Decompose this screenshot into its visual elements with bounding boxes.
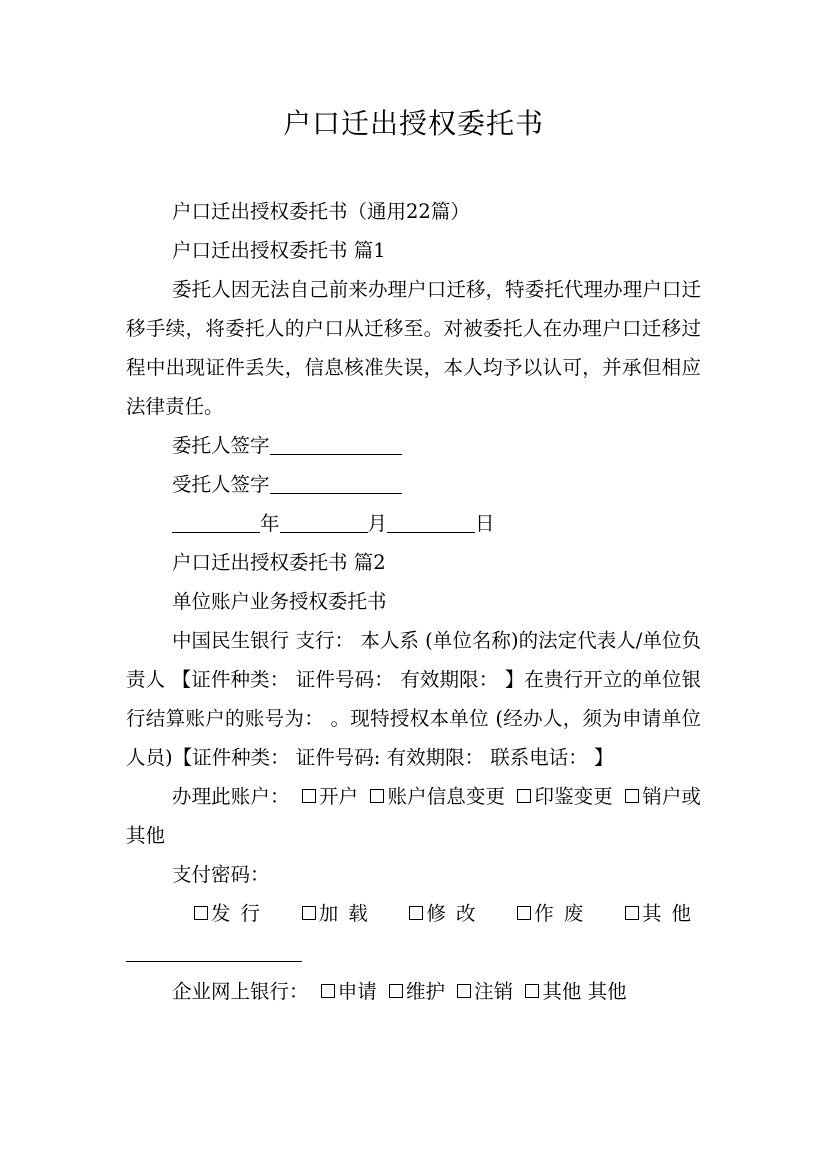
password-option-modify: 修改 <box>403 894 485 933</box>
ebank-option-cancel: 注销 <box>474 980 514 1003</box>
option-open-account: 开户 <box>318 785 359 808</box>
checkbox-ebank-other <box>525 984 539 998</box>
month-blank <box>280 510 368 533</box>
option-close-account: 销户或其他 <box>126 785 701 847</box>
password-label-line <box>126 855 701 894</box>
document-subtitle: 户口迁出授权委托书（通用22篇） <box>172 200 470 223</box>
option-seal-change: 印鉴变更 <box>534 785 613 808</box>
ebank-options-line <box>126 972 701 1011</box>
ebank-option-other: 其他 <box>542 980 582 1003</box>
part2-heading: 户口迁出授权委托书 篇2 <box>172 551 386 574</box>
checkbox-ebank-apply <box>321 984 335 998</box>
agent-sign-line <box>126 465 701 504</box>
checkbox-ebank-cancel <box>457 984 471 998</box>
agent-sign-blank <box>270 471 402 494</box>
password-label: 支付密码： <box>172 863 270 886</box>
checkbox-issue <box>194 906 208 920</box>
day-blank <box>387 510 475 533</box>
agent-sign-label: 受托人签字 <box>172 473 270 496</box>
principal-sign-line <box>126 426 701 465</box>
checkbox-modify <box>409 906 423 920</box>
checkbox-other <box>625 906 639 920</box>
date-year-label: 年 <box>260 512 280 535</box>
date-month-label: 月 <box>367 512 388 535</box>
document-title: 户口迁出授权委托书 <box>282 107 544 140</box>
part1-heading: 户口迁出授权委托书 篇1 <box>172 239 386 262</box>
password-other-blank <box>126 939 302 962</box>
date-line <box>126 504 701 543</box>
date-day-label: 日 <box>475 512 495 535</box>
part2-paragraph: 中国民生银行 支行： 本人系 (单位名称)的法定代表人/单位负责人 【证件种类： 证件号码： 有效期限： 】在贵行开立的单位银行结算账户的账号为： 。现特授权本单位 (经办人，须为申请单位人员)【证件种类： 证件号码: 有效期限： 联系电话： 】 <box>126 629 701 769</box>
checkbox-seal-change <box>517 789 531 803</box>
password-options-line <box>126 894 701 933</box>
document-body <box>126 192 701 1011</box>
part2-sub-heading: 单位账户业务授权委托书 <box>172 590 387 613</box>
account-label: 办理此账户： <box>172 785 290 808</box>
option-account-info-change: 账户信息变更 <box>387 785 506 808</box>
principal-sign-blank <box>270 432 402 455</box>
checkbox-void <box>517 906 531 920</box>
account-options-line <box>126 777 701 855</box>
checkbox-open-account <box>302 789 316 803</box>
principal-sign-label: 委托人签字 <box>172 434 270 457</box>
ebank-option-maintain: 维护 <box>405 980 445 1003</box>
checkbox-close-account <box>625 789 639 803</box>
ebank-label: 企业网上银行： <box>172 980 309 1003</box>
password-option-other: 其他 <box>619 894 701 933</box>
password-other-blank-line <box>126 933 701 972</box>
ebank-tail: 其他 <box>587 980 627 1003</box>
ebank-option-apply: 申请 <box>337 980 377 1003</box>
checkbox-ebank-maintain <box>389 984 403 998</box>
year-blank <box>172 510 260 533</box>
password-option-void: 作废 <box>511 894 593 933</box>
password-option-issue: 发行 <box>188 894 270 933</box>
checkbox-account-info-change <box>370 789 384 803</box>
part1-paragraph: 委托人因无法自己前来办理户口迁移，特委托代理办理户口迁移手续，将委托人的户口从迁移至。对被委托人在办理户口迁移过程中出现证件丢失，信息核准失误，本人均予以认可，并承但相应法律责任。 <box>126 278 701 418</box>
password-option-load: 加载 <box>296 894 378 933</box>
checkbox-load <box>302 906 316 920</box>
